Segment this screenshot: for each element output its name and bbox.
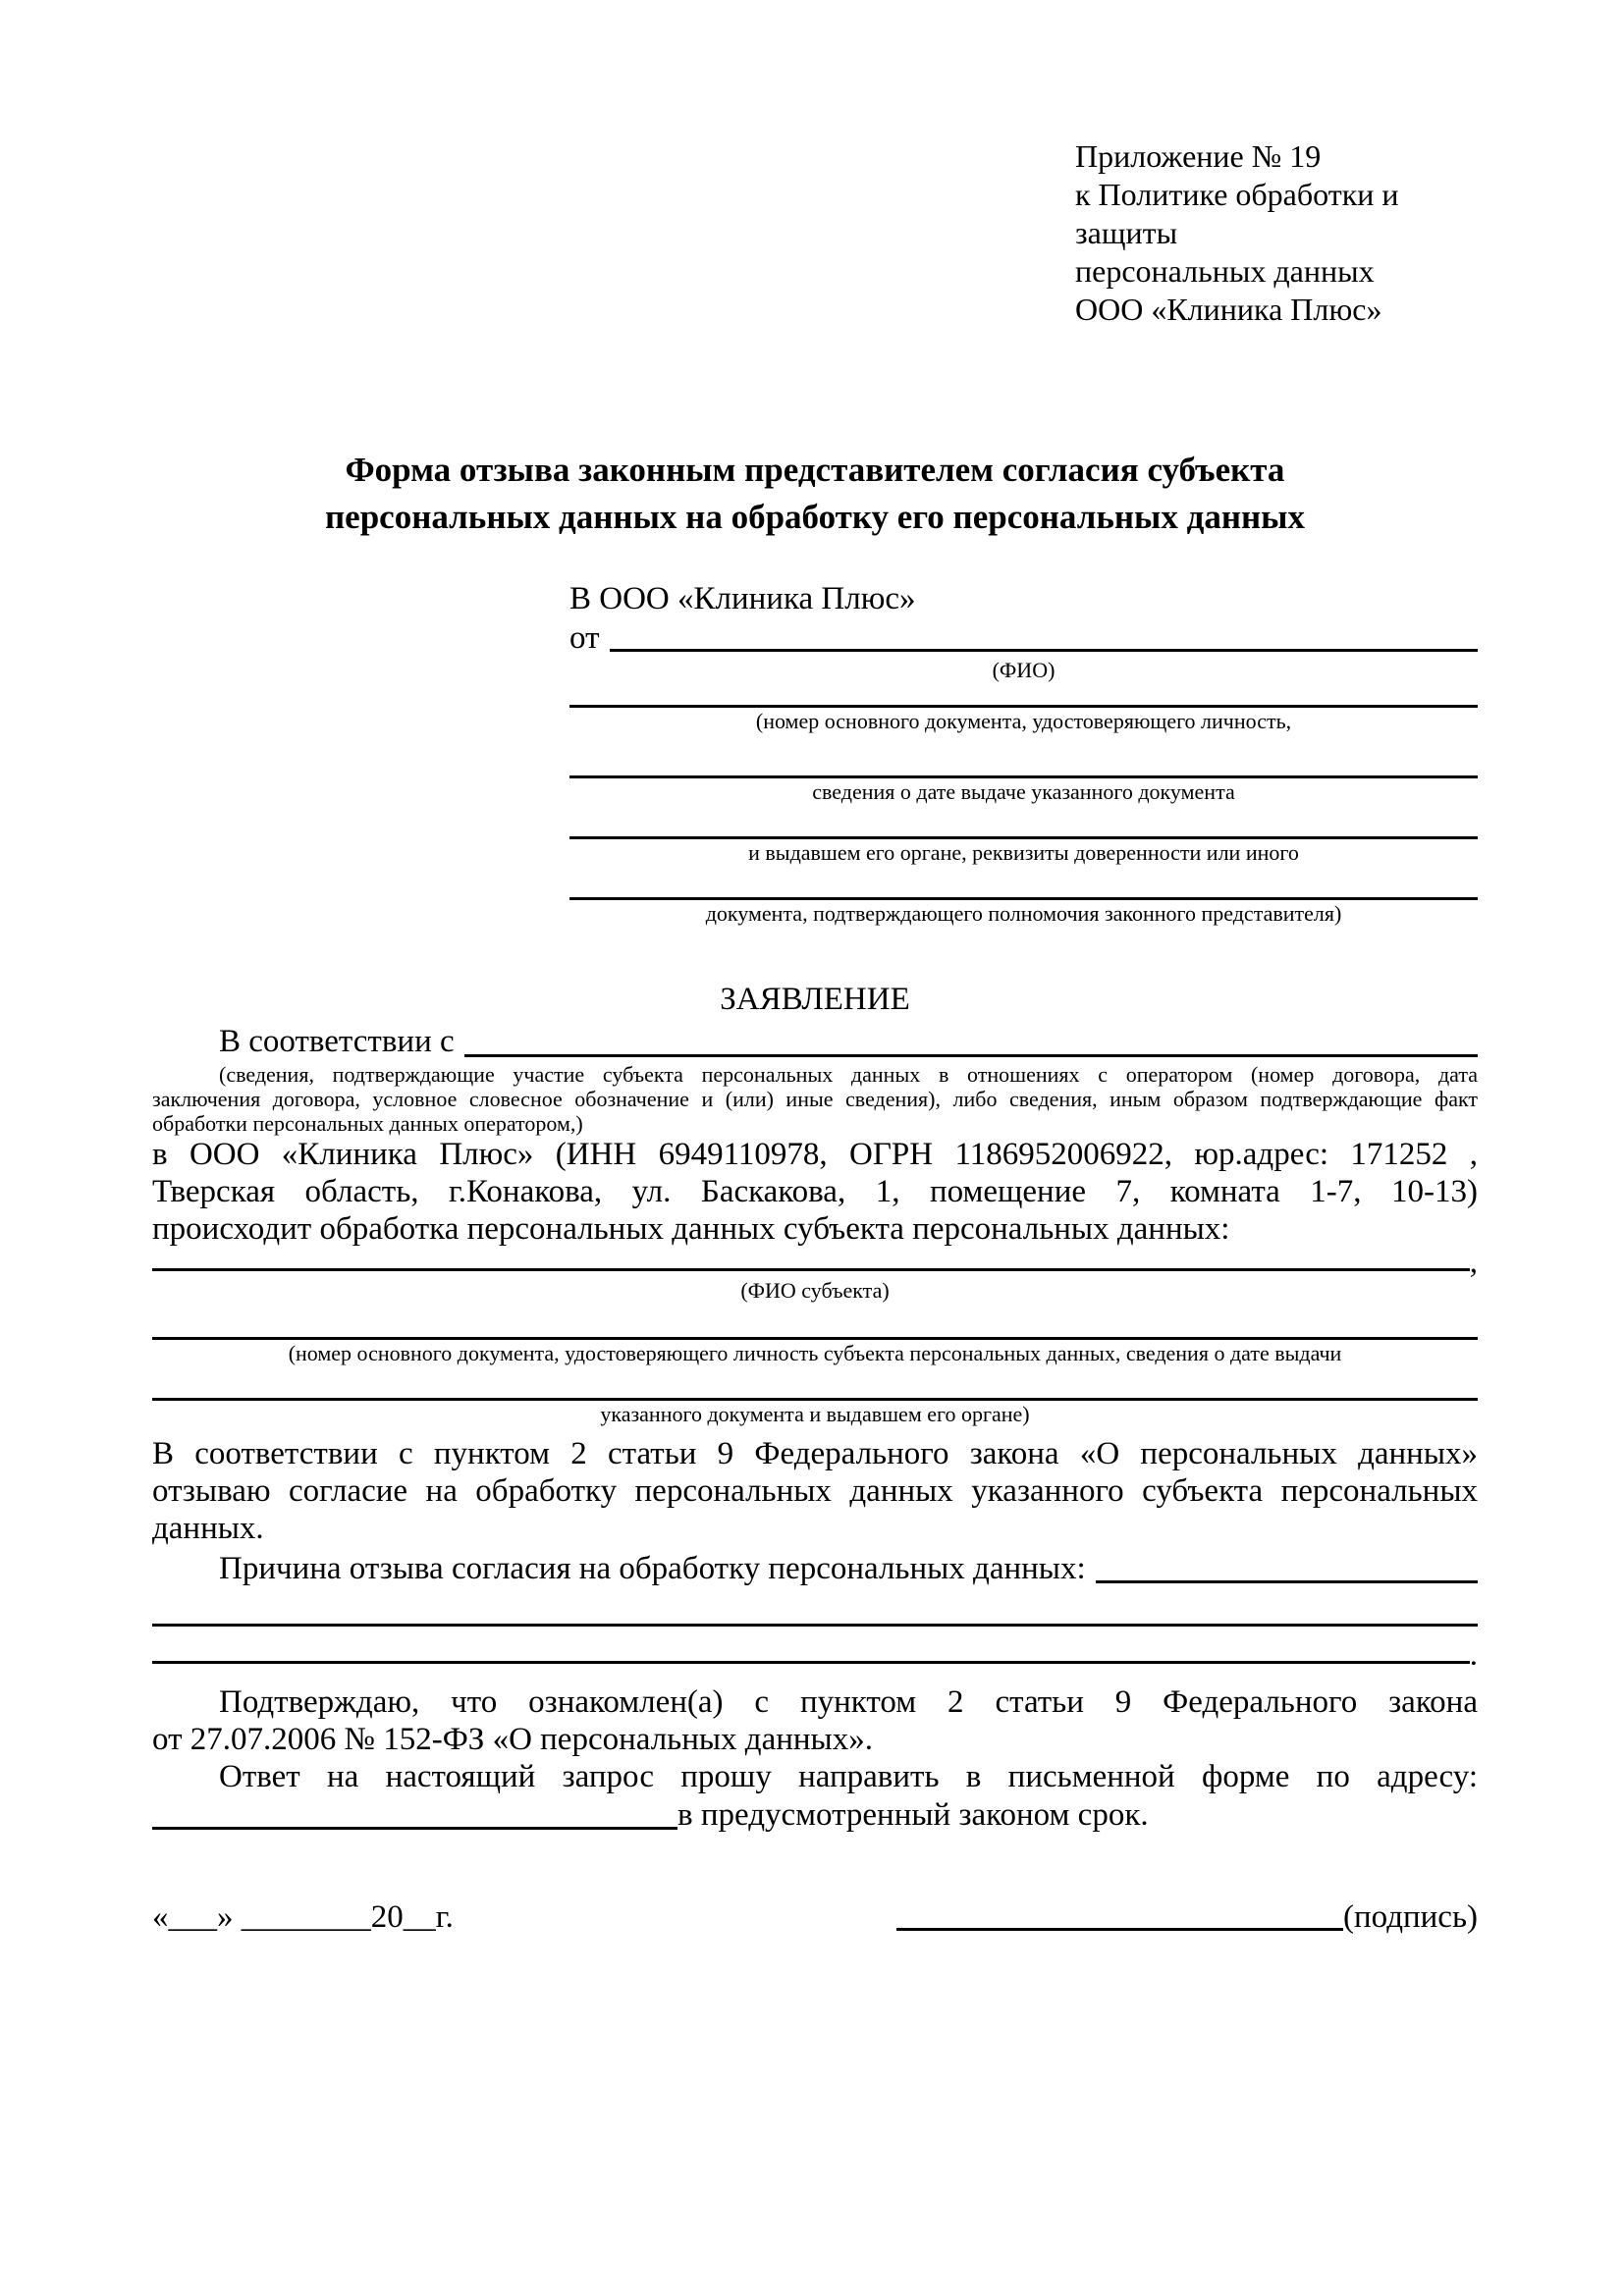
reply-address-fill-line <box>152 1795 677 1830</box>
fine-print-line: обработки персональных данных оператором,) <box>152 1111 583 1136</box>
appendix-header <box>1075 137 1478 329</box>
representative-fio-fill-line <box>610 619 1479 652</box>
confirmation-line: от 27.07.2006 № 152-ФЗ «О персональных данных». <box>152 1722 873 1757</box>
subject-fio-fill-line <box>152 1268 1470 1271</box>
operator-paragraph-line: происходит обработка персональных данных субъекта персональных данных: <box>152 1211 1230 1247</box>
caption-doc-issue-date: сведения о дате выдаче указанного документа <box>812 779 1235 804</box>
caption-doc-issuer: и выдавшем его органе, реквизиты доверенности или иного <box>748 840 1299 865</box>
confirmation-paragraph <box>152 1683 1478 1758</box>
operator-paragraph-line: Тверская область, г.Конакова, ул. Баскакова, 1, помещение 7, комната 1-7, 10-13) <box>152 1174 1478 1209</box>
confirmation-line: Подтверждаю, что ознакомлен(а) с пунктом 2 статьи 9 Федерального закона <box>219 1684 1478 1720</box>
appendix-header-line: Приложение № 19 <box>1075 138 1322 174</box>
fine-print <box>152 1062 1478 1136</box>
reason-row <box>152 1549 1478 1588</box>
document-content <box>0 137 1624 1937</box>
caption-fio: (ФИО) <box>992 658 1056 682</box>
comma-suffix: , <box>1469 1245 1478 1280</box>
statement-heading: ЗАЯВЛЕНИЕ <box>720 982 910 1017</box>
basis-row <box>152 1021 1478 1062</box>
signature-caption: (подпись) <box>1343 1899 1478 1935</box>
reason-fill-line-full <box>152 1624 1478 1627</box>
withdrawal-paragraph-line: отзываю согласие на обработку персональных данных указанного субъекта персональных <box>152 1473 1478 1509</box>
basis-fill-line <box>464 1021 1478 1057</box>
operator-paragraph <box>152 1136 1478 1248</box>
operator-paragraph-line: в ООО «Клиника Плюс» (ИНН 6949110978, ОГРН 1186952006922, юр.адрес: 171252 , <box>152 1137 1478 1172</box>
fine-print-line: (сведения, подтверждающие участие субъекта персональных данных в отношениях с оператором (номер договора, дата <box>219 1062 1478 1087</box>
reply-tail: в предусмотренный законом срок. <box>677 1797 1149 1833</box>
reason-fill-line-full <box>152 1661 1470 1664</box>
footer-row <box>152 1897 1478 1937</box>
signature-block <box>896 1897 1478 1937</box>
appendix-header-line: к Политике обработки и защиты <box>1075 177 1399 250</box>
subject-fio-row <box>152 1245 1478 1280</box>
fine-print-line: заключения договора, условное словесное обозначение и (или) иные сведения), либо сведения, иным образом подтверждающие факт <box>152 1087 1478 1111</box>
addressee-to: В ООО «Клиника Плюс» <box>569 581 916 616</box>
signature-fill-line <box>896 1928 1343 1931</box>
from-label: от <box>569 620 600 656</box>
addressee-from-row <box>569 619 1478 657</box>
caption-subject-fio: (ФИО субъекта) <box>740 1278 890 1303</box>
caption-subject-doc-1: (номер основного документа, удостоверяющего личность субъекта персональных данных, сведения о дате выдачи <box>288 1341 1342 1365</box>
withdrawal-paragraph-line: В соответствии с пунктом 2 статьи 9 Федерального закона «О персональных данных» <box>152 1436 1478 1471</box>
reason-fill-row-2 <box>152 1637 1478 1673</box>
appendix-header-line: ООО «Клиника Плюс» <box>1075 292 1382 327</box>
caption-subject-doc-2: указанного документа и выдавшем его органе) <box>600 1402 1030 1426</box>
caption-doc-number: (номер основного документа, удостоверяющего личность, <box>755 709 1292 733</box>
caption-doc-authority: документа, подтверждающего полномочия законного представителя) <box>705 901 1342 926</box>
withdrawal-paragraph <box>152 1435 1478 1547</box>
addressee-block <box>569 578 1478 927</box>
reply-request-line: Ответ на настоящий запрос прошу направить в письменной форме по адресу: <box>219 1759 1478 1794</box>
period-suffix: . <box>1469 1637 1478 1673</box>
document-title: Форма отзыва законным представителем согласия субъекта персональных данных на обработку его персональных данных <box>325 451 1305 536</box>
reason-label: Причина отзыва согласия на обработку персональных данных: <box>219 1551 1086 1586</box>
basis-label: В соответствии с <box>219 1024 455 1059</box>
withdrawal-paragraph-line: данных. <box>152 1511 264 1546</box>
appendix-header-line: персональных данных <box>1075 253 1375 289</box>
date-blank: «___» ________20__г. <box>152 1899 454 1935</box>
reason-fill-line <box>1096 1549 1478 1583</box>
reply-address-row <box>152 1795 1478 1835</box>
